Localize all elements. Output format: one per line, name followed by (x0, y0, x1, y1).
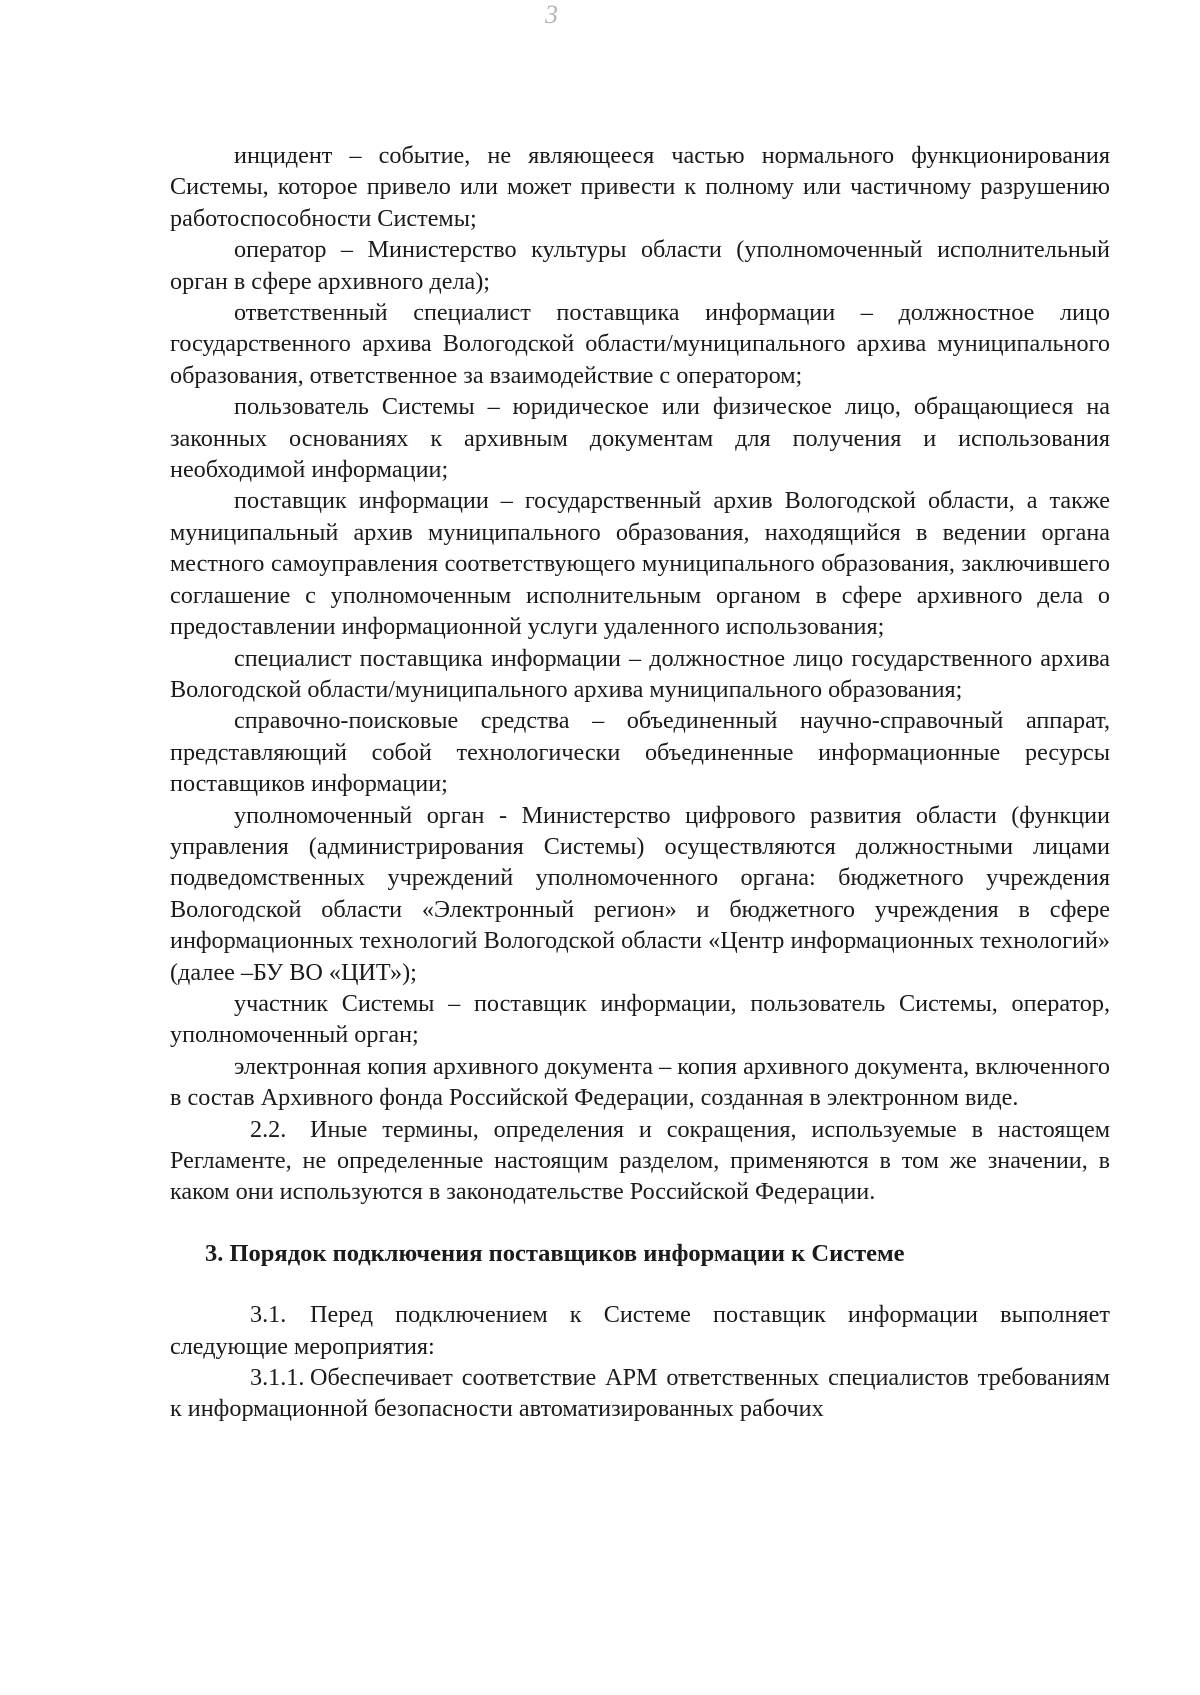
definition-provider-specialist: специалист поставщика информации – должностное лицо государственного архива Вологодской области/муниципального архива муниципального образования; (170, 644, 1110, 703)
definition-operator: оператор – Министерство культуры области (уполномоченный исполнительный орган в сфере архивного дела); (170, 236, 1110, 295)
definition-system-user: пользователь Системы – юридическое или физическое лицо, обращающиеся на законных основаниях к архивным документам для получения и использования необходимой информации; (170, 393, 1110, 484)
clause-number: 2.2. (250, 1115, 287, 1143)
page-number: 3 (545, 0, 558, 29)
definition-authorized-body: уполномоченный орган - Министерство цифрового развития области (функции управления (администрирования Системы) осуществляются должностными лицами подведомственных учреждений уполномоченного органа: бюджетного учреждения Вологодской области «Электронный регион» и бюджетного учреждения в сфере информационных технологий Вологодской области «Центр информационных технологий» (далее –БУ ВО «ЦИТ»); (170, 801, 1110, 986)
definition-electronic-copy: электронная копия архивного документа – копия архивного документа, включенного в состав Архивного фонда Российской Федерации, созданная в электронном виде. (170, 1052, 1110, 1112)
definition-information-provider: поставщик информации – государственный архив Вологодской области, а также муниципальный архив муниципального образования, находящийся в ведении органа местного самоуправления соответствующего муниципального образования, заключившего соглашение с уполномоченным исполнительным органом в сфере архивного дела о предоставлении информационной услуги удаленного использования; (170, 487, 1110, 641)
clause-3-1-1 (170, 1362, 1110, 1425)
document-body (170, 140, 1110, 1425)
clause-3-1 (170, 1299, 1110, 1362)
clause-number: 3.1. (250, 1301, 287, 1329)
clause-text: Перед подключением к Системе поставщик информации выполняет следующие мероприятия: (170, 1301, 1110, 1360)
clause-text: Иные термины, определения и сокращения, используемые в настоящем Регламенте, не определенные настоящим разделом, применяются в том же значении, в каком они используются в законодательстве Российской Федерации. (170, 1115, 1110, 1206)
clause-number: 3.1.1. (250, 1364, 305, 1392)
clause-text: Обеспечивает соответствие АРМ ответственных специалистов требованиям к информационной безопасности автоматизированных рабочих (170, 1364, 1110, 1423)
definition-system-participant: участник Системы – поставщик информации, пользователь Системы, оператор, уполномоченный орган; (170, 989, 1110, 1049)
definition-responsible-specialist: ответственный специалист поставщика информации – должностное лицо государственного архива Вологодской области/муниципального архива муниципального образования, ответственное за взаимодействие с оператором; (170, 299, 1110, 389)
definition-reference-tools: справочно-поисковые средства – объединенный научно-справочный аппарат, представляющий собой технологически объединенные информационные ресурсы поставщиков информации; (170, 707, 1110, 798)
clause-2-2 (170, 1114, 1110, 1208)
section-heading: 3. Порядок подключения поставщиков информации к Системе (205, 1239, 905, 1267)
definition-incident: инцидент – событие, не являющееся частью нормального функционирования Системы, которое привело или может привести к полному или частичному разрушению работоспособности Системы; (170, 142, 1110, 232)
